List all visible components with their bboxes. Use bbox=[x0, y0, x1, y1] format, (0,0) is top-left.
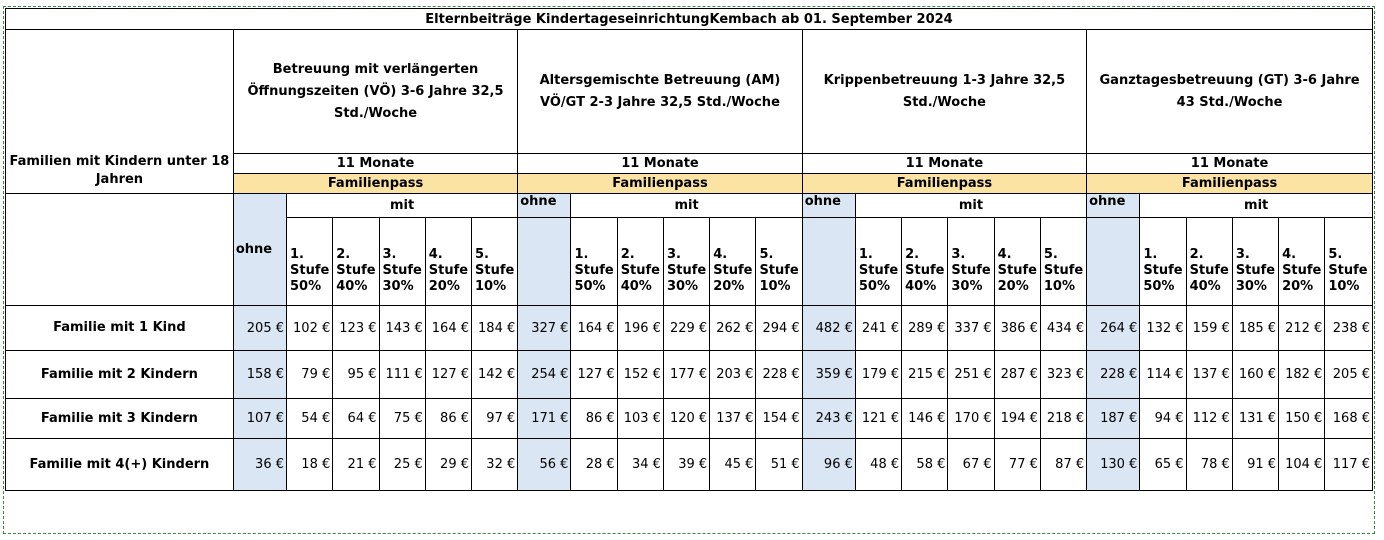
familienpass-label: Familienpass bbox=[1087, 174, 1373, 194]
stufe-number: 1. bbox=[290, 246, 304, 262]
stufe-header bbox=[994, 218, 1040, 306]
fee-value: 434 € bbox=[1040, 306, 1086, 351]
fee-value: 65 € bbox=[1140, 439, 1186, 491]
stufe-label: Stufe bbox=[620, 262, 660, 278]
stufe-percent: 50% bbox=[1143, 278, 1175, 294]
fee-value: 137 € bbox=[1186, 351, 1232, 399]
stufe-percent: 20% bbox=[997, 278, 1029, 294]
stufe-number: 4. bbox=[713, 246, 728, 262]
row-header: Familien mit Kindern unter 18 Jahren bbox=[6, 30, 234, 194]
ohne-label: ohne bbox=[1087, 194, 1140, 218]
familienpass-label: Familienpass bbox=[518, 174, 802, 194]
stufe-header bbox=[948, 218, 994, 306]
stufe-header bbox=[571, 218, 617, 306]
fee-value: 51 € bbox=[756, 439, 802, 491]
stufe-header bbox=[379, 218, 425, 306]
fee-value-ohne: 327 € bbox=[518, 306, 571, 351]
group-title: Betreuung mit verlängerten Öffnungszeiten (VÖ) 3-6 Jahre 32,5 Std./Woche bbox=[233, 30, 517, 154]
fee-value: 228 € bbox=[756, 351, 802, 399]
stufe-label: Stufe bbox=[997, 262, 1037, 278]
stufe-label: Stufe bbox=[1043, 262, 1084, 278]
ohne-cell bbox=[518, 218, 571, 306]
stufe-label: Stufe bbox=[858, 262, 899, 278]
stufe-header bbox=[425, 218, 471, 306]
table-row-label: Familie mit 2 Kindern bbox=[6, 351, 234, 399]
mit-label: mit bbox=[571, 194, 802, 218]
fee-value: 132 € bbox=[1140, 306, 1186, 351]
stufe-percent: 20% bbox=[428, 278, 460, 294]
stufe-percent: 20% bbox=[713, 278, 745, 294]
fee-value: 143 € bbox=[379, 306, 425, 351]
fee-value: 177 € bbox=[663, 351, 709, 399]
table-row-label: Familie mit 3 Kindern bbox=[6, 399, 234, 439]
stufe-header bbox=[1325, 218, 1373, 306]
fee-value: 154 € bbox=[756, 399, 802, 439]
stufe-percent: 30% bbox=[666, 278, 699, 294]
stufe-label: Stufe bbox=[1189, 262, 1229, 278]
fee-value-ohne: 96 € bbox=[802, 439, 855, 491]
stufe-header bbox=[710, 218, 756, 306]
stufe-header bbox=[333, 218, 379, 306]
fee-value: 28 € bbox=[571, 439, 617, 491]
fee-value: 205 € bbox=[1325, 351, 1373, 399]
fee-value: 287 € bbox=[994, 351, 1040, 399]
fee-value: 102 € bbox=[287, 306, 333, 351]
months-label: 11 Monate bbox=[518, 154, 802, 174]
table-row-label: Familie mit 4(+) Kindern bbox=[6, 439, 234, 491]
stufe-header bbox=[902, 218, 948, 306]
fee-value-ohne: 158 € bbox=[233, 351, 286, 399]
stufe-label: Stufe bbox=[1143, 262, 1183, 278]
fee-value: 241 € bbox=[855, 306, 901, 351]
fee-value: 185 € bbox=[1232, 306, 1278, 351]
fee-value: 152 € bbox=[617, 351, 663, 399]
fee-value: 127 € bbox=[425, 351, 471, 399]
empty-cell bbox=[6, 194, 234, 306]
ohne-label: ohne bbox=[802, 194, 855, 218]
fee-value: 45 € bbox=[710, 439, 756, 491]
stufe-header bbox=[1140, 218, 1186, 306]
stufe-label: Stufe bbox=[428, 262, 469, 278]
stufe-number: 1. bbox=[574, 246, 589, 262]
stufe-label: Stufe bbox=[336, 262, 376, 278]
fee-value: 111 € bbox=[379, 351, 425, 399]
stufe-number: 3. bbox=[1235, 246, 1250, 262]
fee-value: 262 € bbox=[710, 306, 756, 351]
stufe-number: 3. bbox=[382, 246, 397, 262]
stufe-number: 5. bbox=[1328, 246, 1343, 262]
fee-value: 64 € bbox=[333, 399, 379, 439]
stufe-number: 2. bbox=[620, 246, 635, 262]
stufe-header bbox=[287, 218, 333, 306]
stufe-number: 4. bbox=[428, 246, 443, 262]
fee-value: 104 € bbox=[1279, 439, 1325, 491]
stufe-percent: 40% bbox=[1189, 278, 1221, 294]
mit-label: mit bbox=[855, 194, 1086, 218]
fee-value: 184 € bbox=[472, 306, 518, 351]
stufe-percent: 10% bbox=[1043, 278, 1075, 294]
stufe-label: Stufe bbox=[290, 262, 330, 278]
mit-label: mit bbox=[287, 194, 518, 218]
stufe-number: 4. bbox=[997, 246, 1012, 262]
stufe-percent: 40% bbox=[620, 278, 652, 294]
fee-value: 194 € bbox=[994, 399, 1040, 439]
familienpass-label: Familienpass bbox=[802, 174, 1086, 194]
stufe-number: 2. bbox=[905, 246, 920, 262]
ohne-label: ohne bbox=[518, 194, 571, 218]
fee-value-ohne: 228 € bbox=[1087, 351, 1140, 399]
stufe-label: Stufe bbox=[713, 262, 753, 278]
fee-value-ohne: 187 € bbox=[1087, 399, 1140, 439]
fee-value: 114 € bbox=[1140, 351, 1186, 399]
fee-value: 29 € bbox=[425, 439, 471, 491]
fee-value: 179 € bbox=[855, 351, 901, 399]
fee-value: 386 € bbox=[994, 306, 1040, 351]
fee-value: 75 € bbox=[379, 399, 425, 439]
fee-value-ohne: 482 € bbox=[802, 306, 855, 351]
fee-value-ohne: 56 € bbox=[518, 439, 571, 491]
stufe-header bbox=[756, 218, 802, 306]
spreadsheet-area bbox=[3, 6, 1375, 534]
fee-value: 323 € bbox=[1040, 351, 1086, 399]
fee-value: 48 € bbox=[855, 439, 901, 491]
stufe-number: 4. bbox=[1282, 246, 1297, 262]
stufe-header bbox=[1040, 218, 1086, 306]
fee-value: 196 € bbox=[617, 306, 663, 351]
fee-value: 182 € bbox=[1279, 351, 1325, 399]
stufe-header bbox=[617, 218, 663, 306]
months-label: 11 Monate bbox=[802, 154, 1086, 174]
months-label: 11 Monate bbox=[1087, 154, 1373, 174]
fee-value: 95 € bbox=[333, 351, 379, 399]
fee-value: 159 € bbox=[1186, 306, 1232, 351]
fee-value: 117 € bbox=[1325, 439, 1373, 491]
table-title: Elternbeiträge KindertageseinrichtungKembach ab 01. September 2024 bbox=[6, 9, 1373, 30]
fee-value: 123 € bbox=[333, 306, 379, 351]
fee-value: 78 € bbox=[1186, 439, 1232, 491]
stufe-percent: 10% bbox=[1328, 278, 1360, 294]
fee-value-ohne: 130 € bbox=[1087, 439, 1140, 491]
stufe-label: Stufe bbox=[759, 262, 799, 278]
stufe-header bbox=[472, 218, 518, 306]
fee-value-ohne: 36 € bbox=[233, 439, 286, 491]
stufe-percent: 10% bbox=[759, 278, 791, 294]
stufe-number: 5. bbox=[759, 246, 774, 262]
group-title: Ganztagesbetreuung (GT) 3-6 Jahre 43 Std./Woche bbox=[1087, 30, 1373, 154]
stufe-header bbox=[1186, 218, 1232, 306]
fee-value: 120 € bbox=[663, 399, 709, 439]
fee-value: 39 € bbox=[663, 439, 709, 491]
fee-value: 131 € bbox=[1232, 399, 1278, 439]
fee-value: 77 € bbox=[994, 439, 1040, 491]
fee-value: 146 € bbox=[902, 399, 948, 439]
fee-value: 91 € bbox=[1232, 439, 1278, 491]
fee-value: 112 € bbox=[1186, 399, 1232, 439]
fee-value: 58 € bbox=[902, 439, 948, 491]
fee-value: 32 € bbox=[472, 439, 518, 491]
fee-value: 137 € bbox=[710, 399, 756, 439]
stufe-header bbox=[1279, 218, 1325, 306]
fee-value: 142 € bbox=[472, 351, 518, 399]
ohne-cell bbox=[802, 218, 855, 306]
stufe-percent: 10% bbox=[475, 278, 507, 294]
fee-value: 94 € bbox=[1140, 399, 1186, 439]
fee-value: 168 € bbox=[1325, 399, 1373, 439]
stufe-percent: 30% bbox=[382, 278, 414, 294]
fee-value-ohne: 359 € bbox=[802, 351, 855, 399]
ohne-cell bbox=[1087, 218, 1140, 306]
stufe-header bbox=[855, 218, 901, 306]
fee-value-ohne: 243 € bbox=[802, 399, 855, 439]
fee-value-ohne: 264 € bbox=[1087, 306, 1140, 351]
fee-value: 86 € bbox=[425, 399, 471, 439]
stufe-number: 5. bbox=[475, 246, 489, 262]
fee-value: 251 € bbox=[948, 351, 994, 399]
stufe-label: Stufe bbox=[905, 262, 945, 278]
stufe-label: Stufe bbox=[574, 262, 614, 278]
fee-value: 97 € bbox=[472, 399, 518, 439]
stufe-label: Stufe bbox=[475, 262, 515, 278]
fee-value: 160 € bbox=[1232, 351, 1278, 399]
stufe-percent: 50% bbox=[290, 278, 322, 294]
fee-value: 289 € bbox=[902, 306, 948, 351]
fee-value: 25 € bbox=[379, 439, 425, 491]
fee-value: 127 € bbox=[571, 351, 617, 399]
mit-label: mit bbox=[1140, 194, 1373, 218]
fee-value-ohne: 171 € bbox=[518, 399, 571, 439]
fee-value: 203 € bbox=[710, 351, 756, 399]
fee-table bbox=[5, 8, 1373, 491]
fee-value-ohne: 205 € bbox=[233, 306, 286, 351]
months-label: 11 Monate bbox=[233, 154, 517, 174]
fee-value: 212 € bbox=[1279, 306, 1325, 351]
stufe-number: 5. bbox=[1043, 246, 1058, 262]
fee-value-ohne: 107 € bbox=[233, 399, 286, 439]
fee-value: 86 € bbox=[571, 399, 617, 439]
fee-value: 121 € bbox=[855, 399, 901, 439]
fee-value: 218 € bbox=[1040, 399, 1086, 439]
fee-value: 150 € bbox=[1279, 399, 1325, 439]
stufe-label: Stufe bbox=[1328, 262, 1368, 278]
stufe-label: Stufe bbox=[951, 262, 991, 278]
fee-value: 164 € bbox=[571, 306, 617, 351]
stufe-percent: 40% bbox=[905, 278, 937, 294]
stufe-label: Stufe bbox=[666, 262, 707, 278]
stufe-percent: 50% bbox=[574, 278, 606, 294]
stufe-number: 2. bbox=[1189, 246, 1204, 262]
fee-value: 18 € bbox=[287, 439, 333, 491]
fee-value: 21 € bbox=[333, 439, 379, 491]
ohne-label: ohne bbox=[233, 194, 286, 306]
fee-value: 103 € bbox=[617, 399, 663, 439]
fee-value: 238 € bbox=[1325, 306, 1373, 351]
fee-value: 54 € bbox=[287, 399, 333, 439]
group-title: Krippenbetreuung 1-3 Jahre 32,5 Std./Woche bbox=[802, 30, 1086, 154]
stufe-number: 1. bbox=[1143, 246, 1158, 262]
fee-value: 164 € bbox=[425, 306, 471, 351]
stufe-percent: 30% bbox=[951, 278, 983, 294]
stufe-percent: 20% bbox=[1282, 278, 1314, 294]
stufe-number: 3. bbox=[951, 246, 966, 262]
stufe-number: 3. bbox=[666, 246, 681, 262]
fee-value: 229 € bbox=[663, 306, 709, 351]
stufe-number: 1. bbox=[858, 246, 873, 262]
stufe-label: Stufe bbox=[382, 262, 422, 278]
fee-value: 34 € bbox=[617, 439, 663, 491]
stufe-percent: 50% bbox=[858, 278, 890, 294]
fee-value: 337 € bbox=[948, 306, 994, 351]
familienpass-label: Familienpass bbox=[233, 174, 517, 194]
group-title: Altersgemischte Betreuung (AM) VÖ/GT 2-3 Jahre 32,5 Std./Woche bbox=[518, 30, 802, 154]
fee-value-ohne: 254 € bbox=[518, 351, 571, 399]
stufe-number: 2. bbox=[336, 246, 351, 262]
stufe-header bbox=[663, 218, 709, 306]
stufe-percent: 40% bbox=[336, 278, 368, 294]
stufe-label: Stufe bbox=[1282, 262, 1322, 278]
stufe-label: Stufe bbox=[1235, 262, 1276, 278]
fee-value: 79 € bbox=[287, 351, 333, 399]
fee-value: 67 € bbox=[948, 439, 994, 491]
fee-value: 87 € bbox=[1040, 439, 1086, 491]
stufe-header bbox=[1232, 218, 1278, 306]
fee-value: 215 € bbox=[902, 351, 948, 399]
fee-value: 294 € bbox=[756, 306, 802, 351]
fee-value: 170 € bbox=[948, 399, 994, 439]
table-row-label: Familie mit 1 Kind bbox=[6, 306, 234, 351]
stufe-percent: 30% bbox=[1235, 278, 1267, 294]
